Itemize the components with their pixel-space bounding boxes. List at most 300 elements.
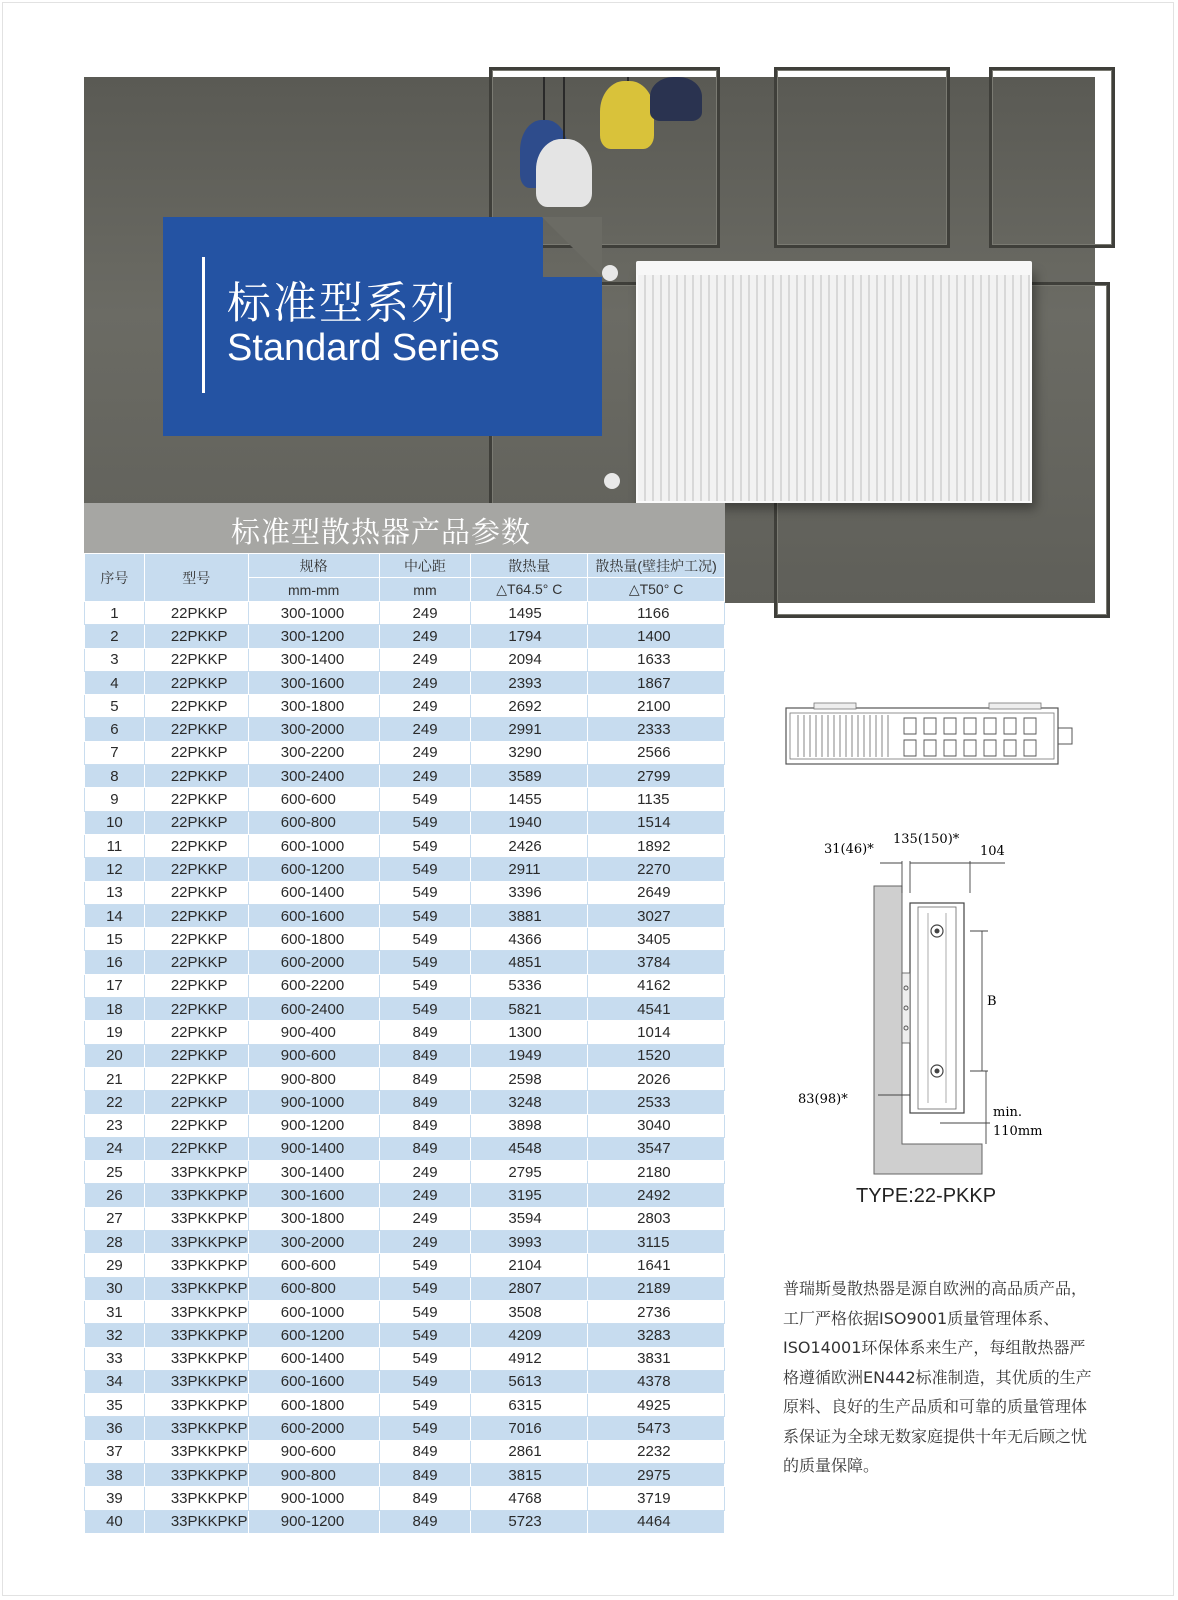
title-box-edge bbox=[542, 277, 602, 436]
table-cell: 33PKKPKP bbox=[144, 1417, 248, 1440]
table-row bbox=[85, 648, 725, 671]
table-cell: 249 bbox=[379, 765, 471, 788]
table-cell: 6315 bbox=[471, 1394, 588, 1417]
table-cell: 900-1200 bbox=[248, 1510, 379, 1533]
table-cell: 549 bbox=[379, 811, 471, 834]
unit-heat-boiler: △T50° C bbox=[588, 578, 725, 602]
hero-banner bbox=[84, 77, 1095, 603]
table-cell: 600-2200 bbox=[248, 974, 379, 997]
table-cell: 21 bbox=[85, 1067, 145, 1090]
table-cell: 300-2000 bbox=[248, 718, 379, 741]
table-cell: 11 bbox=[85, 834, 145, 857]
table-cell: 33PKKPKP bbox=[144, 1184, 248, 1207]
diagram-type-label: TYPE:22-PKKP bbox=[856, 1185, 997, 1207]
table-cell: 1520 bbox=[588, 1044, 725, 1067]
table-cell: 549 bbox=[379, 1394, 471, 1417]
table-cell: 549 bbox=[379, 998, 471, 1021]
product-description: 普瑞斯曼散热器是源自欧洲的高品质产品，工厂严格依据ISO9001质量管理体系、ISO14001环保体系来生产，每组散热器严格遵循欧洲EN442标准制造，其优质的生产原料、良好的生产品质和可靠的质量管理体系保证为全球无数家庭提供十年无后顾之忧的质量保障。 bbox=[783, 1279, 1092, 1475]
table-cell: 849 bbox=[379, 1091, 471, 1114]
table-cell: 300-1000 bbox=[248, 602, 379, 625]
header-heat-boiler: 散热量(壁挂炉工况) bbox=[588, 554, 725, 578]
table-row bbox=[85, 1231, 725, 1254]
table-cell: 600-1800 bbox=[248, 928, 379, 951]
table-cell: 3784 bbox=[588, 951, 725, 974]
table-cell: 249 bbox=[379, 1184, 471, 1207]
table-cell: 2104 bbox=[471, 1254, 588, 1277]
table-cell: 3898 bbox=[471, 1114, 588, 1137]
table-cell: 7 bbox=[85, 741, 145, 764]
table-cell: 5613 bbox=[471, 1370, 588, 1393]
table-cell: 22PKKP bbox=[144, 1137, 248, 1160]
table-cell: 35 bbox=[85, 1394, 145, 1417]
header-center: 中心距 bbox=[379, 554, 471, 578]
table-row bbox=[85, 904, 725, 927]
table-cell: 22PKKP bbox=[144, 1067, 248, 1090]
table-cell: 3 bbox=[85, 648, 145, 671]
table-cell: 20 bbox=[85, 1044, 145, 1067]
table-cell: 900-800 bbox=[248, 1067, 379, 1090]
table-cell: 1455 bbox=[471, 788, 588, 811]
table-cell: 22PKKP bbox=[144, 834, 248, 857]
navy-pendant-lamp bbox=[650, 77, 702, 121]
table-cell: 18 bbox=[85, 998, 145, 1021]
table-cell: 600-1600 bbox=[248, 1370, 379, 1393]
table-cell: 5821 bbox=[471, 998, 588, 1021]
table-row bbox=[85, 1184, 725, 1207]
table-cell: 549 bbox=[379, 974, 471, 997]
table-cell: 1633 bbox=[588, 648, 725, 671]
table-cell: 33 bbox=[85, 1347, 145, 1370]
radiator-top-view-diagram bbox=[784, 700, 1084, 770]
table-cell: 33PKKPKP bbox=[144, 1487, 248, 1510]
table-cell: 33PKKPKP bbox=[144, 1463, 248, 1486]
table-cell: 300-1800 bbox=[248, 1207, 379, 1230]
table-cell: 2270 bbox=[588, 858, 725, 881]
table-cell: 34 bbox=[85, 1370, 145, 1393]
table-cell: 33PKKPKP bbox=[144, 1324, 248, 1347]
table-cell: 22PKKP bbox=[144, 928, 248, 951]
table-row bbox=[85, 1067, 725, 1090]
table-row bbox=[85, 881, 725, 904]
table-cell: 300-2200 bbox=[248, 741, 379, 764]
spec-table bbox=[84, 553, 725, 1534]
table-cell: 22PKKP bbox=[144, 648, 248, 671]
table-cell: 4541 bbox=[588, 998, 725, 1021]
table-cell: 8 bbox=[85, 765, 145, 788]
table-cell: 40 bbox=[85, 1510, 145, 1533]
dim-min-label: min. bbox=[993, 1105, 1022, 1120]
table-cell: 3508 bbox=[471, 1300, 588, 1323]
table-row bbox=[85, 1487, 725, 1510]
table-cell: 549 bbox=[379, 1277, 471, 1300]
radiator-photo bbox=[636, 267, 1032, 503]
table-header-row bbox=[85, 554, 725, 578]
table-cell: 15 bbox=[85, 928, 145, 951]
table-cell: 5336 bbox=[471, 974, 588, 997]
table-cell: 3719 bbox=[588, 1487, 725, 1510]
dim-right-label: 104 bbox=[980, 844, 1005, 859]
table-row bbox=[85, 834, 725, 857]
table-cell: 600-1400 bbox=[248, 881, 379, 904]
table-cell: 38 bbox=[85, 1463, 145, 1486]
table-row bbox=[85, 1394, 725, 1417]
unit-center: mm bbox=[379, 578, 471, 602]
table-cell: 549 bbox=[379, 858, 471, 881]
table-cell: 22PKKP bbox=[144, 811, 248, 834]
table-cell: 2807 bbox=[471, 1277, 588, 1300]
table-cell: 22PKKP bbox=[144, 625, 248, 648]
table-cell: 22PKKP bbox=[144, 974, 248, 997]
table-cell: 2692 bbox=[471, 695, 588, 718]
table-row bbox=[85, 1091, 725, 1114]
table-cell: 2803 bbox=[588, 1207, 725, 1230]
table-cell: 249 bbox=[379, 671, 471, 694]
table-cell: 249 bbox=[379, 625, 471, 648]
table-cell: 1514 bbox=[588, 811, 725, 834]
table-cell: 600-1200 bbox=[248, 858, 379, 881]
table-cell: 549 bbox=[379, 1300, 471, 1323]
table-cell: 5723 bbox=[471, 1510, 588, 1533]
series-title-cn: 标准型系列 bbox=[227, 278, 457, 329]
table-cell: 549 bbox=[379, 904, 471, 927]
table-cell: 3195 bbox=[471, 1184, 588, 1207]
table-row bbox=[85, 1324, 725, 1347]
table-cell: 33PKKPKP bbox=[144, 1347, 248, 1370]
table-cell: 32 bbox=[85, 1324, 145, 1347]
series-title-en: Standard Series bbox=[227, 327, 500, 369]
table-cell: 22 bbox=[85, 1091, 145, 1114]
table-cell: 22PKKP bbox=[144, 1114, 248, 1137]
table-cell: 5 bbox=[85, 695, 145, 718]
table-row bbox=[85, 974, 725, 997]
table-cell: 3248 bbox=[471, 1091, 588, 1114]
table-cell: 549 bbox=[379, 1347, 471, 1370]
table-cell: 1892 bbox=[588, 834, 725, 857]
table-cell: 1641 bbox=[588, 1254, 725, 1277]
table-cell: 549 bbox=[379, 1254, 471, 1277]
table-row bbox=[85, 741, 725, 764]
table-cell: 2492 bbox=[588, 1184, 725, 1207]
table-row bbox=[85, 1370, 725, 1393]
radiator-valve-top bbox=[602, 265, 618, 281]
table-cell: 849 bbox=[379, 1487, 471, 1510]
table-cell: 3881 bbox=[471, 904, 588, 927]
table-cell: 4366 bbox=[471, 928, 588, 951]
radiator-side-view-diagram bbox=[798, 832, 1070, 1178]
table-row bbox=[85, 1254, 725, 1277]
table-cell: 849 bbox=[379, 1067, 471, 1090]
table-cell: 549 bbox=[379, 951, 471, 974]
table-cell: 13 bbox=[85, 881, 145, 904]
header-seq: 序号 bbox=[85, 554, 145, 602]
table-cell: 29 bbox=[85, 1254, 145, 1277]
table-cell: 33PKKPKP bbox=[144, 1370, 248, 1393]
dim-left-label: 31(46)* bbox=[824, 842, 874, 857]
table-cell: 4162 bbox=[588, 974, 725, 997]
table-row bbox=[85, 1161, 725, 1184]
table-cell: 3594 bbox=[471, 1207, 588, 1230]
table-cell: 300-1400 bbox=[248, 1161, 379, 1184]
table-cell: 600-2000 bbox=[248, 1417, 379, 1440]
table-cell: 4 bbox=[85, 671, 145, 694]
unit-spec: mm-mm bbox=[248, 578, 379, 602]
table-row bbox=[85, 602, 725, 625]
table-cell: 24 bbox=[85, 1137, 145, 1160]
table-cell: 17 bbox=[85, 974, 145, 997]
table-cell: 249 bbox=[379, 1231, 471, 1254]
table-cell: 549 bbox=[379, 788, 471, 811]
table-cell: 300-2000 bbox=[248, 1231, 379, 1254]
yellow-pendant-lamp bbox=[600, 81, 654, 149]
table-cell: 849 bbox=[379, 1114, 471, 1137]
table-row bbox=[85, 1137, 725, 1160]
table-cell: 33PKKPKP bbox=[144, 1161, 248, 1184]
table-cell: 2598 bbox=[471, 1067, 588, 1090]
table-cell: 2180 bbox=[588, 1161, 725, 1184]
table-cell: 22PKKP bbox=[144, 695, 248, 718]
table-cell: 1940 bbox=[471, 811, 588, 834]
table-cell: 22PKKP bbox=[144, 1021, 248, 1044]
table-cell: 249 bbox=[379, 602, 471, 625]
title-divider bbox=[202, 257, 205, 393]
table-cell: 600-2400 bbox=[248, 998, 379, 1021]
table-cell: 2975 bbox=[588, 1463, 725, 1486]
table-cell: 22PKKP bbox=[144, 998, 248, 1021]
table-cell: 900-400 bbox=[248, 1021, 379, 1044]
table-cell: 2736 bbox=[588, 1300, 725, 1323]
table-cell: 2795 bbox=[471, 1161, 588, 1184]
title-box-corner bbox=[542, 217, 602, 277]
table-cell: 2991 bbox=[471, 718, 588, 741]
table-cell: 4925 bbox=[588, 1394, 725, 1417]
table-cell: 900-600 bbox=[248, 1440, 379, 1463]
table-cell: 900-600 bbox=[248, 1044, 379, 1067]
table-cell: 2100 bbox=[588, 695, 725, 718]
table-cell: 900-1200 bbox=[248, 1114, 379, 1137]
table-cell: 39 bbox=[85, 1487, 145, 1510]
table-cell: 36 bbox=[85, 1417, 145, 1440]
table-row bbox=[85, 1510, 725, 1533]
table-row bbox=[85, 1300, 725, 1323]
table-cell: 3283 bbox=[588, 1324, 725, 1347]
table-cell: 600-600 bbox=[248, 788, 379, 811]
table-cell: 3815 bbox=[471, 1463, 588, 1486]
table-cell: 3589 bbox=[471, 765, 588, 788]
table-cell: 4464 bbox=[588, 1510, 725, 1533]
table-cell: 33PKKPKP bbox=[144, 1207, 248, 1230]
table-row bbox=[85, 788, 725, 811]
table-cell: 300-1600 bbox=[248, 1184, 379, 1207]
table-cell: 2799 bbox=[588, 765, 725, 788]
table-cell: 549 bbox=[379, 1370, 471, 1393]
table-row bbox=[85, 1440, 725, 1463]
table-row bbox=[85, 928, 725, 951]
table-cell: 22PKKP bbox=[144, 1091, 248, 1114]
table-cell: 4912 bbox=[471, 1347, 588, 1370]
table-cell: 549 bbox=[379, 928, 471, 951]
table-cell: 22PKKP bbox=[144, 951, 248, 974]
table-cell: 600-600 bbox=[248, 1254, 379, 1277]
table-row bbox=[85, 695, 725, 718]
table-cell: 2861 bbox=[471, 1440, 588, 1463]
table-cell: 22PKKP bbox=[144, 881, 248, 904]
table-cell: 14 bbox=[85, 904, 145, 927]
table-cell: 249 bbox=[379, 1207, 471, 1230]
table-row bbox=[85, 671, 725, 694]
table-cell: 2426 bbox=[471, 834, 588, 857]
table-cell: 2232 bbox=[588, 1440, 725, 1463]
dim-b-label: B bbox=[987, 994, 997, 1009]
dim-min-value-label: 110mm bbox=[993, 1124, 1043, 1139]
table-cell: 2393 bbox=[471, 671, 588, 694]
table-cell: 549 bbox=[379, 881, 471, 904]
table-cell: 300-1600 bbox=[248, 671, 379, 694]
table-cell: 300-1800 bbox=[248, 695, 379, 718]
radiator-valve-bottom bbox=[604, 473, 620, 489]
table-cell: 249 bbox=[379, 1161, 471, 1184]
table-cell: 1135 bbox=[588, 788, 725, 811]
header-heat: 散热量 bbox=[471, 554, 588, 578]
table-row bbox=[85, 858, 725, 881]
table-cell: 3027 bbox=[588, 904, 725, 927]
table-cell: 900-800 bbox=[248, 1463, 379, 1486]
table-cell: 849 bbox=[379, 1510, 471, 1533]
table-cell: 3396 bbox=[471, 881, 588, 904]
table-cell: 300-1200 bbox=[248, 625, 379, 648]
white-pendant-lamp bbox=[536, 139, 592, 207]
table-cell: 549 bbox=[379, 1324, 471, 1347]
table-row bbox=[85, 1207, 725, 1230]
table-cell: 30 bbox=[85, 1277, 145, 1300]
table-cell: 249 bbox=[379, 695, 471, 718]
table-cell: 4768 bbox=[471, 1487, 588, 1510]
header-spec: 规格 bbox=[248, 554, 379, 578]
table-cell: 6 bbox=[85, 718, 145, 741]
table-cell: 2094 bbox=[471, 648, 588, 671]
table-cell: 249 bbox=[379, 718, 471, 741]
table-cell: 2911 bbox=[471, 858, 588, 881]
table-cell: 27 bbox=[85, 1207, 145, 1230]
table-row bbox=[85, 765, 725, 788]
dim-bottom-left-label: 83(98)* bbox=[798, 1092, 848, 1107]
table-cell: 849 bbox=[379, 1463, 471, 1486]
table-cell: 7016 bbox=[471, 1417, 588, 1440]
table-cell: 600-1200 bbox=[248, 1324, 379, 1347]
table-cell: 1495 bbox=[471, 602, 588, 625]
table-cell: 4548 bbox=[471, 1137, 588, 1160]
table-cell: 22PKKP bbox=[144, 741, 248, 764]
table-cell: 4851 bbox=[471, 951, 588, 974]
table-cell: 1867 bbox=[588, 671, 725, 694]
table-cell: 1300 bbox=[471, 1021, 588, 1044]
table-cell: 33PKKPKP bbox=[144, 1300, 248, 1323]
table-row bbox=[85, 1021, 725, 1044]
table-cell: 33PKKPKP bbox=[144, 1510, 248, 1533]
table-row bbox=[85, 625, 725, 648]
table-cell: 600-1800 bbox=[248, 1394, 379, 1417]
table-cell: 23 bbox=[85, 1114, 145, 1137]
table-cell: 3405 bbox=[588, 928, 725, 951]
table-cell: 1166 bbox=[588, 602, 725, 625]
table-cell: 900-1000 bbox=[248, 1487, 379, 1510]
table-cell: 33PKKPKP bbox=[144, 1254, 248, 1277]
table-cell: 1014 bbox=[588, 1021, 725, 1044]
table-cell: 300-2400 bbox=[248, 765, 379, 788]
table-cell: 19 bbox=[85, 1021, 145, 1044]
params-title: 标准型散热器产品参数 bbox=[231, 515, 532, 549]
table-cell: 2649 bbox=[588, 881, 725, 904]
table-cell: 600-1400 bbox=[248, 1347, 379, 1370]
table-cell: 33PKKPKP bbox=[144, 1231, 248, 1254]
table-cell: 4209 bbox=[471, 1324, 588, 1347]
table-cell: 849 bbox=[379, 1440, 471, 1463]
table-cell: 22PKKP bbox=[144, 718, 248, 741]
wall-panel bbox=[989, 67, 1115, 248]
table-cell: 600-2000 bbox=[248, 951, 379, 974]
table-cell: 849 bbox=[379, 1021, 471, 1044]
table-cell: 1400 bbox=[588, 625, 725, 648]
table-cell: 22PKKP bbox=[144, 765, 248, 788]
table-cell: 849 bbox=[379, 1137, 471, 1160]
table-cell: 3040 bbox=[588, 1114, 725, 1137]
table-cell: 33PKKPKP bbox=[144, 1440, 248, 1463]
header-model: 型号 bbox=[144, 554, 248, 602]
table-cell: 1 bbox=[85, 602, 145, 625]
table-cell: 249 bbox=[379, 648, 471, 671]
table-cell: 16 bbox=[85, 951, 145, 974]
table-cell: 22PKKP bbox=[144, 904, 248, 927]
table-row bbox=[85, 718, 725, 741]
table-cell: 2 bbox=[85, 625, 145, 648]
dim-top-label: 135(150)* bbox=[893, 832, 960, 847]
table-cell: 9 bbox=[85, 788, 145, 811]
table-cell: 28 bbox=[85, 1231, 145, 1254]
unit-heat: △T64.5° C bbox=[471, 578, 588, 602]
radiator-top-grille bbox=[636, 261, 1032, 275]
table-cell: 3831 bbox=[588, 1347, 725, 1370]
table-cell: 22PKKP bbox=[144, 858, 248, 881]
wall-panel bbox=[774, 67, 950, 248]
table-cell: 600-1000 bbox=[248, 834, 379, 857]
table-cell: 22PKKP bbox=[144, 602, 248, 625]
table-cell: 12 bbox=[85, 858, 145, 881]
table-cell: 3115 bbox=[588, 1231, 725, 1254]
table-cell: 2333 bbox=[588, 718, 725, 741]
table-cell: 549 bbox=[379, 1417, 471, 1440]
table-row bbox=[85, 1044, 725, 1067]
table-cell: 600-1600 bbox=[248, 904, 379, 927]
table-cell: 33PKKPKP bbox=[144, 1277, 248, 1300]
table-cell: 31 bbox=[85, 1300, 145, 1323]
table-cell: 600-800 bbox=[248, 811, 379, 834]
table-row bbox=[85, 1277, 725, 1300]
table-row bbox=[85, 1463, 725, 1486]
table-cell: 600-1000 bbox=[248, 1300, 379, 1323]
table-cell: 2533 bbox=[588, 1091, 725, 1114]
table-cell: 300-1400 bbox=[248, 648, 379, 671]
table-row bbox=[85, 998, 725, 1021]
table-row bbox=[85, 1114, 725, 1137]
table-cell: 25 bbox=[85, 1161, 145, 1184]
table-cell: 4378 bbox=[588, 1370, 725, 1393]
table-cell: 3290 bbox=[471, 741, 588, 764]
table-cell: 26 bbox=[85, 1184, 145, 1207]
table-cell: 10 bbox=[85, 811, 145, 834]
table-cell: 1949 bbox=[471, 1044, 588, 1067]
table-cell: 22PKKP bbox=[144, 788, 248, 811]
table-cell: 33PKKPKP bbox=[144, 1394, 248, 1417]
table-cell: 2026 bbox=[588, 1067, 725, 1090]
